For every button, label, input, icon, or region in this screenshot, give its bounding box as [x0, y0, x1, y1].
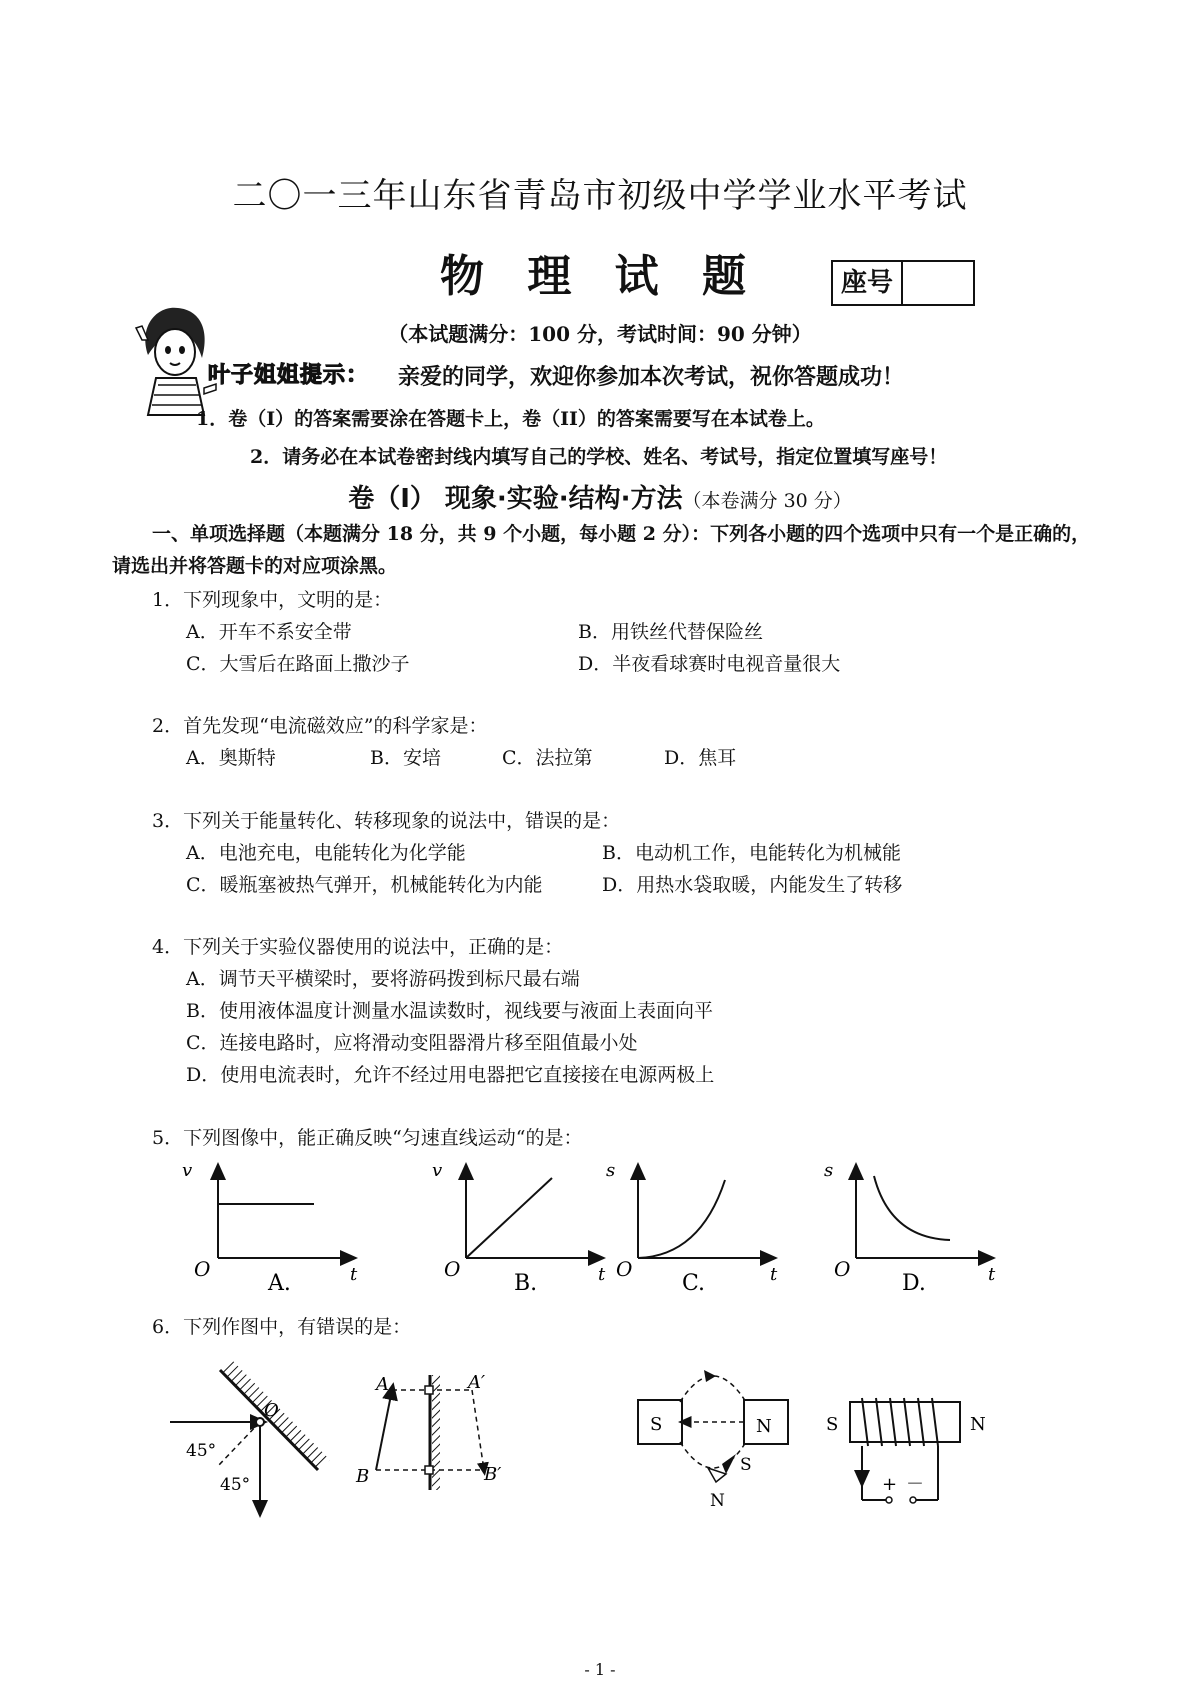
q4-option-c[interactable]: C．连接电路时，应将滑动变阻器滑片移至阻值最小处 [186, 1032, 638, 1054]
q2-option-b[interactable]: B．安培 [370, 747, 441, 769]
solenoid-figure[interactable] [826, 1398, 986, 1503]
reflection-point-label: O [264, 1400, 279, 1421]
mirror-label-a-prime: A′ [468, 1372, 486, 1393]
graph-a-origin: O [194, 1257, 211, 1281]
graph-c-origin: O [616, 1257, 633, 1281]
battery-plus: + [882, 1474, 898, 1495]
graph-b-origin: O [444, 1257, 461, 1281]
battery-minus: － [906, 1474, 924, 1495]
solenoid-right-pole: N [970, 1414, 986, 1435]
question-5-stem: 5．下列图像中，能正确反映“匀速直线运动“的是： [152, 1127, 583, 1149]
mirror-label-b: B [356, 1466, 370, 1487]
graph-b-xlabel: t [598, 1264, 606, 1285]
q5-graphs [160, 1158, 1100, 1298]
graph-a-xlabel: t [350, 1264, 358, 1285]
graph-d-caption: D. [902, 1271, 926, 1296]
question-1-stem: 1．下列现象中，文明的是： [152, 589, 393, 611]
graph-d-xlabel: t [988, 1264, 996, 1285]
rule-2: 2．请务必在本试卷密封线内填写自己的学校、姓名、考试号，指定位置填写座号！ [250, 446, 948, 468]
q4-option-b[interactable]: B．使用液体温度计测量水温读数时，视线要与液面上表面向平 [186, 1000, 713, 1022]
rule-1: 1．卷（I）的答案需要涂在答题卡上，卷（II）的答案需要写在本试卷上。 [196, 408, 825, 430]
q2-option-a[interactable]: A．奥斯特 [186, 747, 276, 769]
q2-option-c[interactable]: C．法拉第 [502, 747, 593, 769]
section-1-instructions: 一、单项选择题（本题满分 18 分，共 9 个小题，每小题 2 分）：下列各小题的四个选项中只有一个是正确的，请选出并将答题卡的对应项涂黑。 [112, 523, 1091, 577]
volume-subtitle: （本卷满分 30 分） [682, 490, 852, 512]
q4-option-d[interactable]: D．使用电流表时，允许不经过用电器把它直接接在电源两极上 [186, 1064, 715, 1086]
reflection-angle-1: 45° [186, 1441, 217, 1461]
mirror-label-a: A [376, 1374, 389, 1395]
page-number: - 1 - [584, 1660, 616, 1679]
graph-b-caption: B. [514, 1271, 538, 1296]
graph-c-curve [638, 1180, 725, 1258]
graph-d-curve [874, 1176, 950, 1240]
graph-a-caption: A. [268, 1271, 291, 1296]
q1-option-d[interactable]: D．半夜看球赛时电视音量很大 [578, 653, 841, 675]
q6-figures [160, 1350, 1100, 1525]
seat-label: 座号 [833, 262, 903, 304]
volume-title [0, 478, 1200, 515]
reflection-angle-2: 45° [220, 1475, 251, 1495]
graph-a[interactable] [182, 1160, 358, 1296]
magnet-left-pole: S [650, 1414, 663, 1435]
graph-a-ylabel: v [182, 1160, 193, 1181]
needle-s-label: S [740, 1455, 752, 1475]
question-3-stem: 3．下列关于能量转化、转移现象的说法中，错误的是： [152, 810, 621, 832]
volume-title-text: 卷（I） 现象·实验·结构·方法 [348, 484, 683, 514]
q1-option-c[interactable]: C．大雪后在路面上撒沙子 [186, 653, 410, 675]
q3-option-c[interactable]: C．暖瓶塞被热气弹开，机械能转化为内能 [186, 874, 543, 896]
graph-b-ylabel: v [432, 1160, 443, 1181]
mirror-image-figure[interactable] [355, 1372, 501, 1490]
q1-option-a[interactable]: A．开车不系安全带 [186, 621, 352, 643]
reflection-figure[interactable] [170, 1360, 330, 1510]
mirror-label-b-prime: B′ [484, 1464, 502, 1485]
q1-option-b[interactable]: B．用铁丝代替保险丝 [578, 621, 763, 643]
graph-b[interactable] [432, 1160, 606, 1296]
q3-option-b[interactable]: B．电动机工作，电能转化为机械能 [602, 842, 901, 864]
tip-label: 叶子姐姐提示： [208, 363, 370, 388]
exam-note: （本试题满分：100 分，考试时间：90 分钟） [388, 322, 812, 346]
subject-title: 物 理 试 题 [440, 251, 760, 302]
question-6-stem: 6．下列作图中，有错误的是： [152, 1316, 412, 1338]
magnet-right-pole: N [756, 1416, 772, 1437]
seat-number-box[interactable] [831, 260, 975, 306]
question-4-stem: 4．下列关于实验仪器使用的说法中，正确的是： [152, 936, 564, 958]
q3-option-d[interactable]: D．用热水袋取暖，内能发生了转移 [602, 874, 903, 896]
graph-d[interactable] [824, 1160, 996, 1296]
graph-d-origin: O [834, 1257, 851, 1281]
graph-c-caption: C. [682, 1271, 706, 1296]
graph-b-line [466, 1178, 552, 1258]
tip-text: 亲爱的同学，欢迎你参加本次考试，祝你答题成功！ [398, 364, 905, 390]
magnet-field-figure[interactable] [638, 1370, 788, 1511]
needle-n-label: N [710, 1491, 725, 1511]
q2-option-d[interactable]: D．焦耳 [664, 747, 737, 769]
cartoon-girl-icon [128, 300, 218, 420]
exam-title: 二〇一三年山东省青岛市初级中学学业水平考试 [232, 176, 968, 216]
solenoid-left-pole: S [826, 1414, 839, 1435]
q3-option-a[interactable]: A．电池充电，电能转化为化学能 [186, 842, 466, 864]
graph-c[interactable] [606, 1160, 778, 1296]
graph-c-xlabel: t [770, 1264, 778, 1285]
graph-d-ylabel: s [824, 1160, 834, 1181]
question-2-stem: 2．首先发现“电流磁效应”的科学家是： [152, 715, 488, 737]
graph-c-ylabel: s [606, 1160, 616, 1181]
q4-option-a[interactable]: A．调节天平横梁时，要将游码拨到标尺最右端 [186, 968, 580, 990]
